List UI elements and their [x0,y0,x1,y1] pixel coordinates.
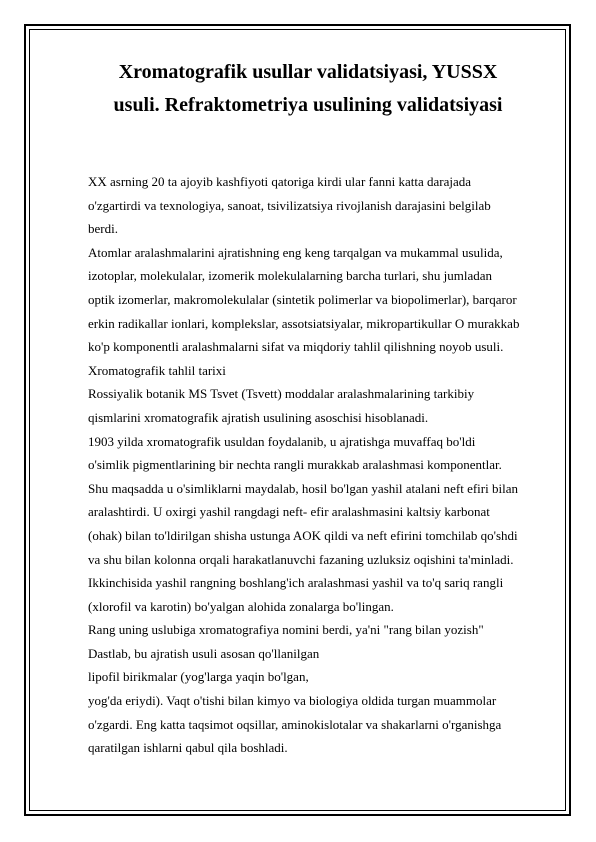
title-line: Xromatografik usullar validatsiyasi, YUSSX [118,61,498,83]
text-line: qaratilgan ishlarni qabul qila boshladi. [88,740,288,756]
document-title [60,56,556,122]
text-line: XX asrning 20 ta ajoyib kashfiyoti qatoriga kirdi ular fanni katta darajada [88,174,472,189]
text-line: 1903 yilda xromatografik usuldan foydalanib, u ajratishga muvaffaq bo'ldi [88,433,476,449]
text-line: (ohak) bilan to'ldirilgan shisha ustunga AOK qildi va neft efirini tomchilab qo'shdi [88,527,518,543]
text-line: berdi. [88,221,118,237]
text-line: erkin radikallar ionlari, komplekslar, assotsiatsiyalar, mikropartikullar O murakkab [88,315,520,331]
text-line: aralashtirdi. U oxirgi yashil rangdagi neft- efir aralashmasini kaltsiy karbonat [88,504,490,520]
text-line: ko'p komponentli aralashmalarni sifat va miqdoriy tahlil qilishning noyob usuli. [88,339,504,355]
text-line: Ikkinchisida yashil rangning boshlang'ich aralashmasi yashil va to'q sariq rangli [88,575,504,591]
text-line: va shu bilan kolonna orqali harakatlanuvchi fazaning uzluksiz oqishini ta'minladi. [88,551,514,567]
document-body [88,170,562,760]
text-line: yog'da eriydi). Vaqt o'tishi bilan kimyo va biologiya oldida turgan muammolar [88,693,497,709]
text-line: Rossiyalik botanik MS Tsvet (Tsvett) moddalar aralashmalarining tarkibiy [88,386,475,402]
text-line: lipofil birikmalar (yog'larga yaqin bo'lgan, [88,669,309,685]
text-line: o'zgartirdi va texnologiya, sanoat, tsivilizatsiya rivojlanish darajasini belgilab [88,197,491,213]
text-line: izotoplar, molekulalar, izomerik molekulalarning barcha turlari, shu jumladan [88,268,492,284]
section-heading: Xromatografik tahlil tarixi [88,362,226,378]
text-line: qismlarini xromatografik ajratish usulining asoschisi hisoblanadi. [88,409,429,425]
text-line: Dastlab, bu ajratish usuli asosan qo'llanilgan [88,645,320,661]
text-line: o'simlik pigmentlarining bir nechta rangli murakkab aralashmasi komponentlar. [88,457,502,473]
title-line: usuli. Refraktometriya usulining validatsiyasi [113,94,503,116]
text-line: Rang uning uslubiga xromatografiya nomini berdi, ya'ni "rang bilan yozish" [88,622,484,638]
text-line: (xlorofil va karotin) bo'yalgan alohida zonalarga bo'lingan. [88,598,394,614]
text-line: optik izomerlar, makromolekulalar (sintetik polimerlar va biopolimerlar), barqaror [88,291,517,307]
text-line: Atomlar aralashmalarini ajratishning eng keng tarqalgan va mukammal usulida, [88,244,503,260]
text-line: o'zgardi. Eng katta taqsimot oqsillar, aminokislotalar va shakarlarni o'rganishga [88,716,502,732]
text-line: Shu maqsadda u o'simliklarni maydalab, hosil bo'lgan yashil atalani neft efiri bilan [88,480,518,496]
